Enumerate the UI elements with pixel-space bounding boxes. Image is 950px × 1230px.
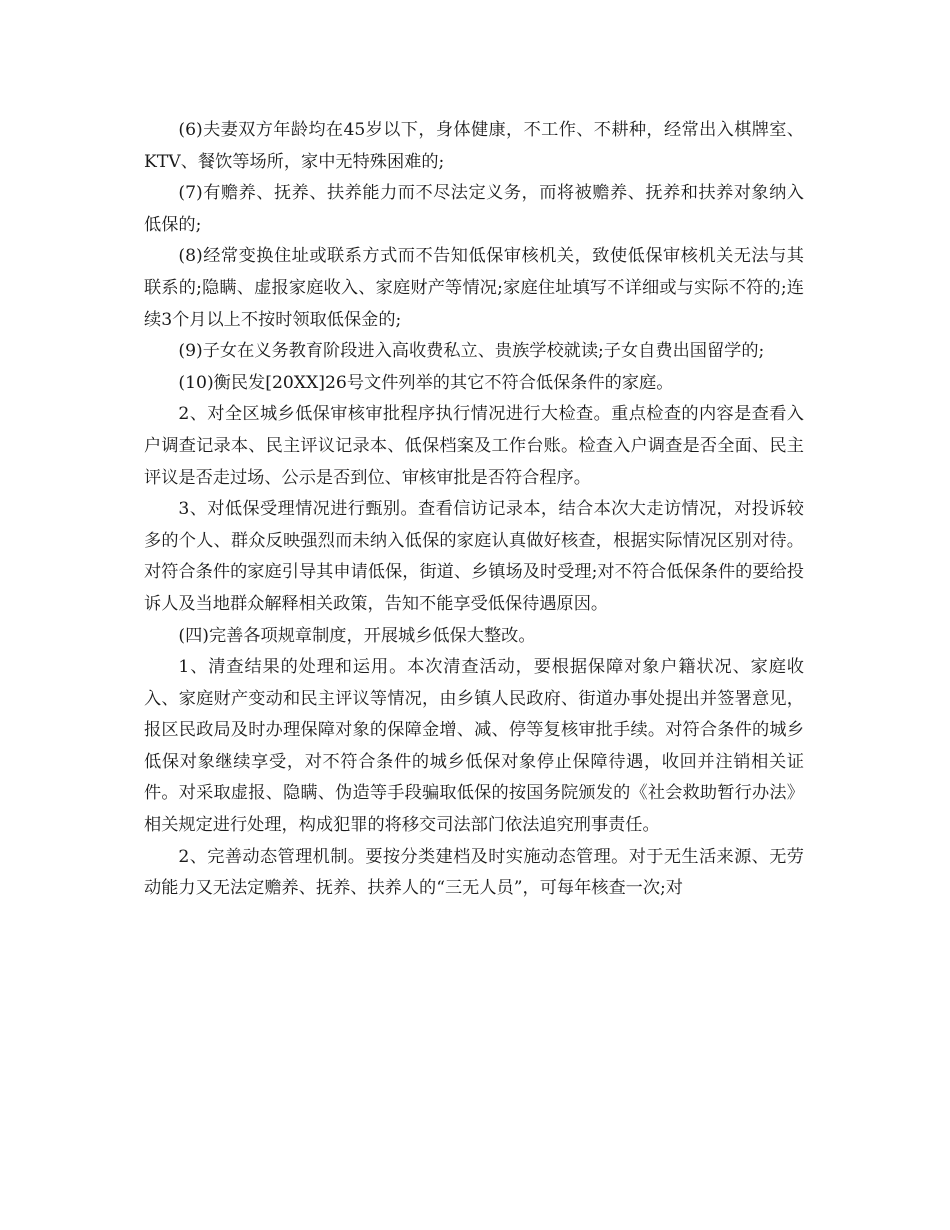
paragraph-item-10: (10)衡民发[20XX]26号文件列举的其它不符合低保条件的家庭。	[178, 372, 674, 393]
paragraph-item-8: (8)经常变换住址或联系方式而不告知低保审核机关，致使低保审核机关无法与其联系的;隐瞒、虚报家庭收入、家庭财产等情况;家庭住址填写不详细或与实际不符的;连续3个月以上不按时领取低保金的;	[144, 246, 804, 330]
paragraph-item-6: (6)夫妻双方年龄均在45岁以下，身体健康，不工作、不耕种，经常出入棋牌室、KTV、餐饮等场所，家中无特殊困难的;	[144, 120, 804, 172]
paragraph-screen-acceptance: 3、对低保受理情况进行甄别。查看信访记录本，结合本次大走访情况，对投诉较多的个人、群众反映强烈而未纳入低保的家庭认真做好核查，根据实际情况区别对待。对符合条件的家庭引导其申请低保，街道、乡镇场及时受理;对不符合低保条件的要给投诉人及当地群众解释相关政策，告知不能享受低保待遇原因。	[144, 499, 804, 614]
document-body	[144, 115, 804, 905]
section-heading-four: (四)完善各项规章制度，开展城乡低保大整改。	[178, 625, 536, 646]
paragraph-item-9: (9)子女在义务教育阶段进入高收费私立、贵族学校就读;子女自费出国留学的;	[178, 341, 765, 362]
paragraph-results-handling: 1、清查结果的处理和运用。本次清查活动，要根据保障对象户籍状况、家庭收入、家庭财产变动和民主评议等情况，由乡镇人民政府、街道办事处提出并签署意见，报区民政局及时办理保障对象的保障金增、减、停等复核审批手续。对符合条件的城乡低保对象继续享受，对不符合条件的城乡低保对象停止保障待遇，收回并注销相关证件。对采取虚报、隐瞒、伪造等手段骗取低保的按国务院颁发的《社会救助暂行办法》相关规定进行处理，构成犯罪的将移交司法部门依法追究刑事责任。	[144, 657, 804, 836]
paragraph-dynamic-management: 2、完善动态管理机制。要按分类建档及时实施动态管理。对于无生活来源、无劳动能力又无法定赡养、抚养、扶养人的“三无人员”，可每年核查一次;对	[144, 846, 804, 899]
paragraph-check-procedure: 2、对全区城乡低保审核审批程序执行情况进行大检查。重点检查的内容是查看入户调查记录本、民主评议记录本、低保档案及工作台账。检查入户调查是否全面、民主评议是否走过场、公示是否到位、审核审批是否符合程序。	[144, 404, 804, 488]
paragraph-item-7: (7)有赡养、抚养、扶养能力而不尽法定义务，而将被赡养、抚养和扶养对象纳入低保的;	[144, 183, 804, 235]
